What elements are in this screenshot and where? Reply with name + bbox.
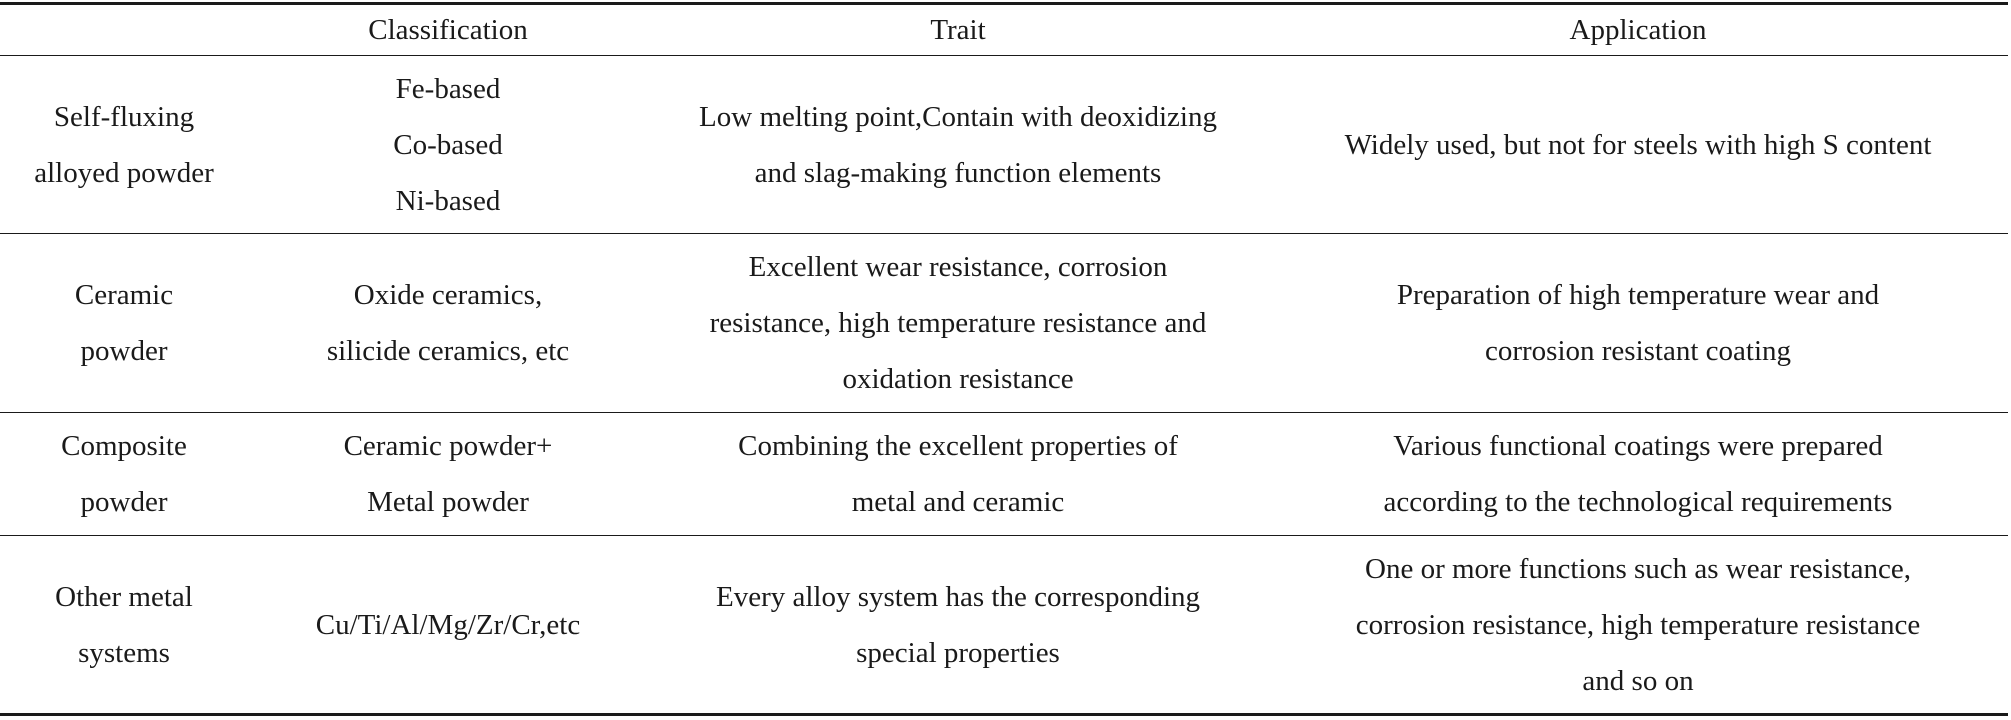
application-line: corrosion resistance, high temperature resistance <box>1355 608 1921 641</box>
trait-line: Every alloy system has the corresponding <box>715 580 1201 613</box>
application-line: corrosion resistant coating <box>1484 335 1792 367</box>
trait-cell <box>648 413 1268 536</box>
application-line: Widely used, but not for steels with high S content <box>1344 128 1932 161</box>
classification-line: Ni-based <box>395 184 501 217</box>
category-cell <box>0 56 248 234</box>
trait-cell <box>648 234 1268 413</box>
table-row <box>0 56 2008 234</box>
category-line: Self-fluxing <box>53 100 195 133</box>
category-cell <box>0 536 248 715</box>
powder-classification-table <box>0 2 2008 716</box>
trait-cell <box>648 56 1268 234</box>
trait-line: resistance, high temperature resistance and <box>709 307 1207 339</box>
trait-cell <box>648 536 1268 715</box>
table-row <box>0 536 2008 715</box>
category-line: systems <box>78 636 170 669</box>
application-line: Various functional coatings were prepared <box>1393 430 1883 462</box>
trait-line: Combining the excellent properties of <box>738 430 1178 462</box>
classification-line: Cu/Ti/Al/Mg/Zr/Cr,etc <box>315 608 581 641</box>
table-row <box>0 234 2008 413</box>
application-line: according to the technological requirements <box>1383 486 1893 518</box>
classification-cell <box>248 413 648 536</box>
trait-line: Excellent wear resistance, corrosion <box>748 251 1168 283</box>
header-application: Application <box>1569 14 1707 46</box>
header-trait: Trait <box>930 14 986 46</box>
classification-cell <box>248 56 648 234</box>
table-header-row <box>0 4 2008 56</box>
trait-line: oxidation resistance <box>842 363 1074 395</box>
application-line: Preparation of high temperature wear and <box>1396 279 1880 311</box>
trait-line: special properties <box>856 636 1060 669</box>
category-line: Other metal <box>55 580 193 613</box>
trait-line: and slag-making function elements <box>754 156 1162 189</box>
classification-line: Metal powder <box>367 486 529 518</box>
category-line: powder <box>80 335 168 367</box>
application-cell <box>1268 234 2008 413</box>
application-line: and so on <box>1582 664 1694 697</box>
trait-line: metal and ceramic <box>851 486 1065 518</box>
category-line: Ceramic <box>74 279 174 311</box>
category-line: alloyed powder <box>34 156 214 189</box>
classification-cell <box>248 536 648 715</box>
category-line: Composite <box>61 430 187 462</box>
classification-line: Co-based <box>393 128 503 161</box>
header-category <box>0 4 248 56</box>
classification-line: Ceramic powder+ <box>343 430 553 462</box>
category-line: powder <box>80 486 168 518</box>
application-cell <box>1268 536 2008 715</box>
classification-line: silicide ceramics, etc <box>326 335 570 367</box>
classification-line: Fe-based <box>395 72 501 105</box>
classification-cell <box>248 234 648 413</box>
application-line: One or more functions such as wear resistance, <box>1365 552 1911 585</box>
header-classification: Classification <box>368 14 528 46</box>
table-row <box>0 413 2008 536</box>
application-cell <box>1268 56 2008 234</box>
trait-line: Low melting point,Contain with deoxidizing <box>699 100 1217 133</box>
classification-line: Oxide ceramics, <box>353 279 543 311</box>
category-cell <box>0 413 248 536</box>
category-cell <box>0 234 248 413</box>
application-cell <box>1268 413 2008 536</box>
